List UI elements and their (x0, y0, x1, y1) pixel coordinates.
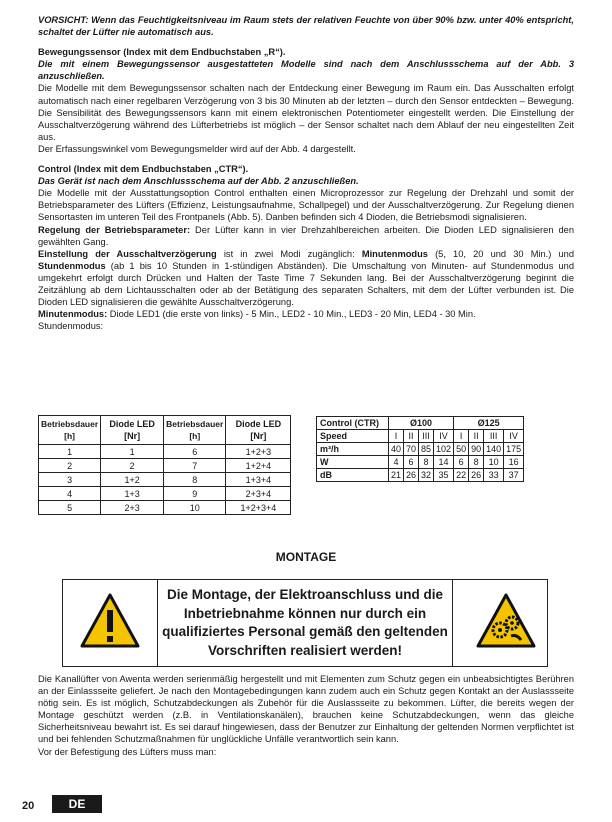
hour-mode: Stundenmodus: (38, 321, 104, 332)
control-parameters: Regelung der Betriebsparameter: Der Lüfter kann in vier Drehzahlbereichen arbeiten. Die Dioden LED signalisieren den gewählten Gang. (38, 224, 574, 247)
ctr-table (316, 416, 524, 482)
table-row: Speed I II III IV I II III IV (317, 430, 524, 443)
montage-paragraph: Die Kanallüfter von Awenta werden serienmäßig hergestellt und mit Elementen zum Schutz gegen ein unbeabsichtigtes Berühren an der Einlassseite geliefert. Je nach den Montagebedingungen kann zudem auch ein Schutz gegen Kontakt an der Auslassseite nötig sein. Es ist möglich, Schutzabdeckungen als Zubehör für die Auslassseite zu bekommen. Lüfter, die bereits wegen der Montage geschützt werden (z.B. in Ventilationskanälen), brauchen keine Schutzabdeckungen, wenn das gleiche Sicherheitsniveau bewahrt ist. Es sei darauf hingewiesen, dass der Benutzer zur Einhaltung der geltenden Normen verpflichtet ist und bei fehlenden Schutzmaßnahmen für unglückliche Unfälle verantwortlich sein kann. (38, 674, 574, 745)
mechanical-hazard-icon (475, 592, 537, 650)
group-d100: Ø100 (389, 417, 454, 430)
motion-paragraph: Die Modelle mit dem Bewegungssensor schalten nach der Entdeckung einer Bewegung im Raum ein. Das Ausschalten erfolgt automatisch nach einer regelbaren Verzögerung von 3 bis 30 Minuten ab der letzten – durch den Sensor entdeckten – Bewegung. Die Sensibilität des Bewegungssensors kann mit einem elektronischen Potentiometer eingestellt werden. Die Einstellung der Ausschaltverzögerung während des Lüfterbetriebs ist möglich – der Sensor schaltet nach dem Ablauf der neu eingestellten Zeit aus. (38, 83, 574, 142)
table-row: W 4 6 8 14 6 8 10 16 (317, 456, 524, 469)
table-row: 5 2+3 10 1+2+3+4 (39, 501, 291, 515)
language-badge: DE (52, 795, 102, 813)
montage-instruction: Vor der Befestigung des Lüfters muss man: (38, 746, 217, 757)
table-header: Diode LED [Nr] (101, 416, 164, 445)
warning-box (62, 579, 548, 667)
table-row: 1 1 6 1+2+3 (39, 445, 291, 459)
ctr-corner: Control (CTR) (317, 417, 389, 430)
table-header: Betriebsdauer [h] (39, 416, 101, 445)
hours-table (38, 415, 291, 515)
table-row: 3 1+2 8 1+3+4 (39, 473, 291, 487)
table-row: 2 2 7 1+2+4 (39, 459, 291, 473)
table-row: dB 21 26 32 35 22 26 33 37 (317, 469, 524, 482)
group-d125: Ø125 (454, 417, 524, 430)
montage-heading: MONTAGE (275, 550, 337, 564)
intro-warning: VORSICHT: Wenn das Feuchtigkeitsniveau im Raum stets der relativen Feuchte von über 90% bzw. unter 40% entspricht, schaltet der Lüfter nie automatisch aus. (38, 15, 574, 38)
page-number: 20 (22, 800, 35, 812)
table-row: m³/h 40 70 85 102 50 90 140 175 (317, 443, 524, 456)
control-subtitle: Das Gerät ist nach dem Anschlussschema auf der Abb. 2 anzuschließen. (38, 176, 359, 187)
control-paragraph: Die Modelle mit der Ausstattungsoption Control enthalten einen Microprozessor zur Regelung der Drehzahl und somit der Betriebsparameter des Lüfters (Effizienz, Leistungsaufnahme, Schallpegel) und der Ausschaltverzögerung. Zur Regelung dienen Sensortasten im unteren Teil des Frontpanels (Abb. 5). Danben befinden sich 4 Dioden, die Betriebsmodi signalisieren. (38, 188, 574, 223)
motion-angle-note: Der Erfassungswinkel vom Bewegungsmelder wird auf der Abb. 4 dargestellt. (38, 143, 356, 154)
warning-triangle-icon (79, 592, 141, 650)
table-row: 4 1+3 9 2+3+4 (39, 487, 291, 501)
warning-text: Die Montage, der Elektroanschluss und die Inbetriebnahme können nur durch ein qualifiziertes Personal gemäß den geltenden Vorschriften realisiert werden! (162, 587, 448, 658)
motion-subtitle: Die mit einem Bewegungssensor ausgestatteten Modelle sind nach dem Anschlussschema auf der Abb. 3 anzuschließen. (38, 59, 574, 82)
montage-text (38, 673, 574, 758)
table-header: Betriebsdauer [h] (164, 416, 226, 445)
control-title: Control (Index mit dem Endbuchstaben „CTR“). (38, 164, 249, 175)
minute-mode: Minutenmodus: Diode LED1 (die erste von links) - 5 Min., LED2 - 10 Min., LED3 - 20 Min, LED4 - 30 Min. (38, 309, 476, 320)
table-header: Diode LED [Nr] (226, 416, 291, 445)
main-text (38, 14, 574, 332)
control-delay: Einstellung der Ausschaltverzögerung ist in zwei Modi zugänglich: Minutenmodus (5, 10, 20 und 30 Min.) und Stundenmodus (ab 1 bis 10 Stunden in 1-stündigen Abständen). Die Umschaltung von Minuten- auf Stundenmodus und umgekehrt erfolgt durch Drücken und Halten der Taste Time 7 Sekunden lang. Bei der Ausschaltverzögerung beginnt die Zeitzählung ab dem Lichtausschalten oder ab der Betätigung des separaten Schalters, mit dem der Lüfter verbunden ist. Die Dioden LED signalisieren die gewählte Ausschaltverzögerung. (38, 248, 574, 308)
motion-title: Bewegungssensor (Index mit dem Endbuchstaben „R“). (38, 47, 286, 58)
